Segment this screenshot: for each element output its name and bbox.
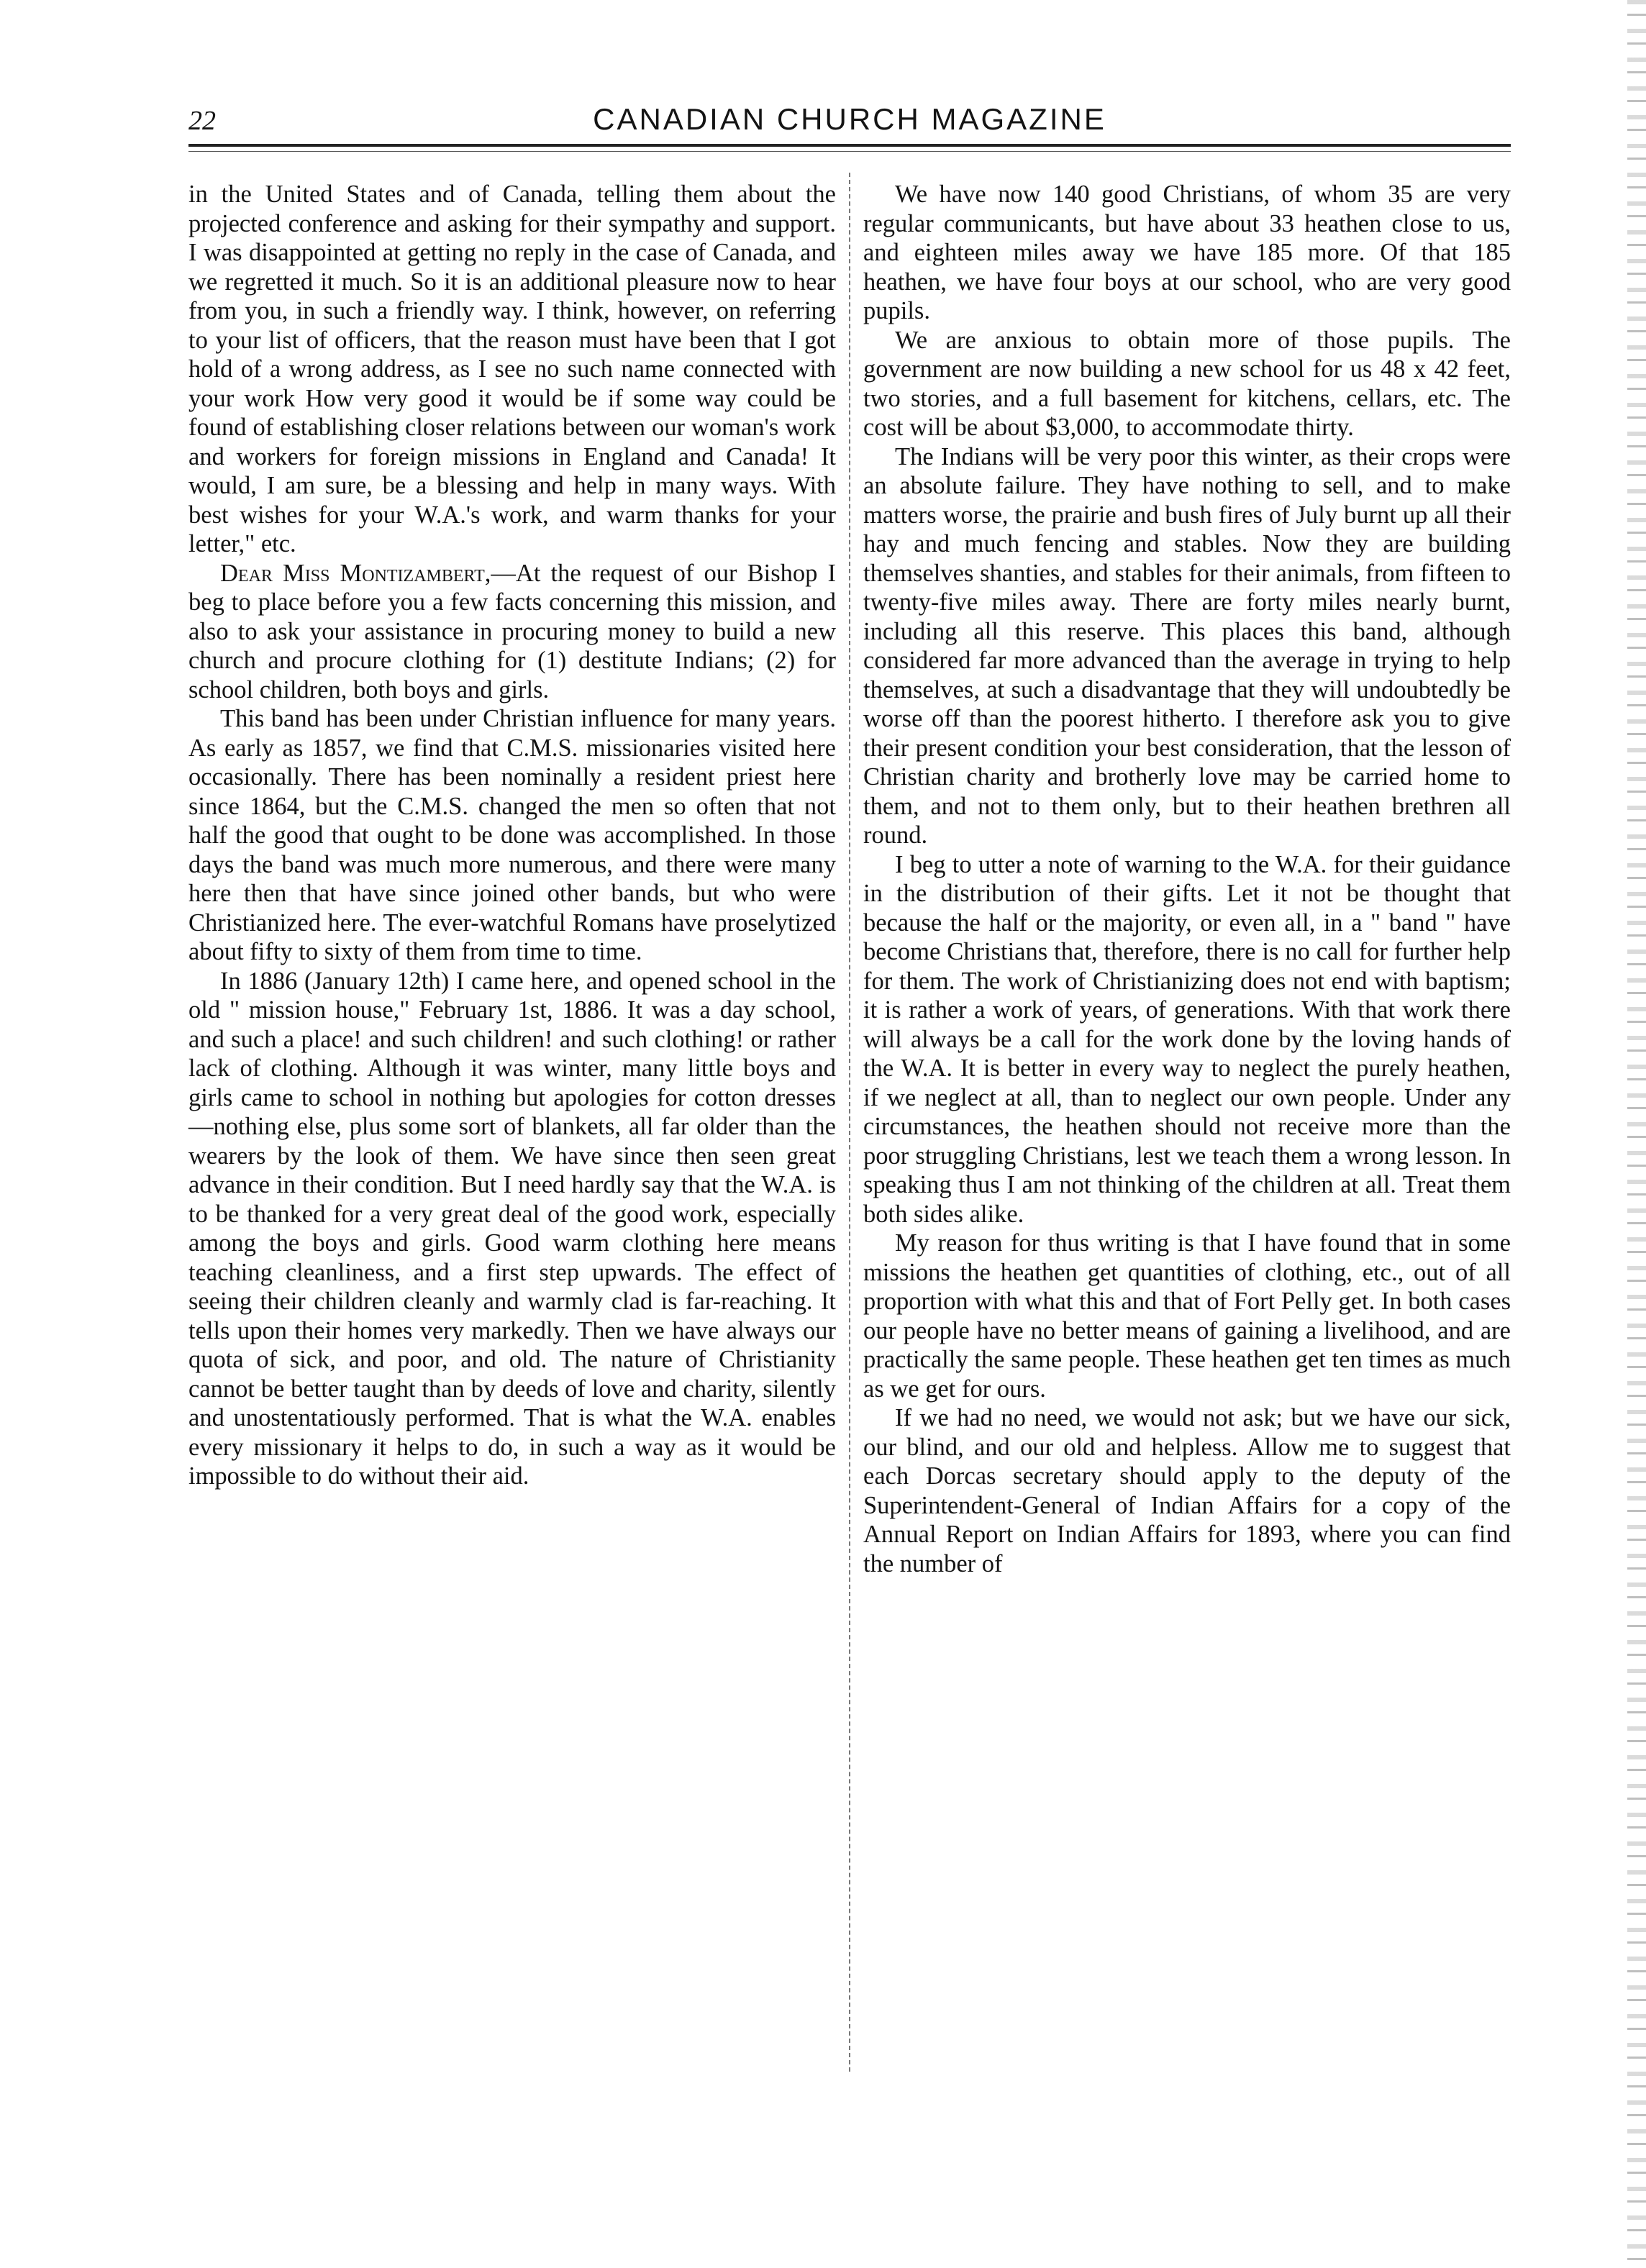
column-divider bbox=[849, 173, 850, 2072]
right-column bbox=[863, 180, 1511, 1578]
paragraph-body: —At the request of our Bishop I beg to place before you a few facts concerning this mission, and also to ask your assistance in procuring money to build a new church and procure clothing for (1) destitute Indians; (2) for school children, both boys and girls. bbox=[188, 559, 837, 703]
header-rule bbox=[188, 144, 1511, 147]
paragraph bbox=[188, 559, 836, 705]
paragraph: We are anxious to obtain more of those pupils. The government are now building a new school for us 48 x 42 feet, two stories, and a full basement for kitchens, cellars, etc. The cost will be about $3,000, to accommodate thirty. bbox=[863, 326, 1511, 441]
salutation: Dear Miss Montizambert, bbox=[220, 559, 491, 587]
paragraph: If we had no need, we would not ask; but we have our sick, our blind, and our old and helpless. Allow me to suggest that each Dorcas secretary should apply to the deputy of the Superintendent-General of Indian Affairs for a copy of the Annual Report on Indian Affairs for 1893, where you can find the number of bbox=[863, 1404, 1511, 1577]
paragraph: My reason for thus writing is that I have found that in some missions the heathen get quantities of clothing, etc., out of all proportion with what this and that of Fort Pelly get. In both cases our people have no better means of gaining a livelihood, and are practically the same people. These heathen get ten times as much as we get for ours. bbox=[863, 1229, 1511, 1403]
paragraph: We have now 140 good Christians, of whom 35 are very regular communicants, but have about 33 heathen close to us, and eighteen miles away we have 185 more. Of that 185 heathen, we have four boys at our school, who are very good pupils. bbox=[863, 181, 1511, 324]
paragraph: The Indians will be very poor this winter, as their crops were an absolute failure. They have nothing to sell, and to make matters worse, the prairie and bush fires of July burnt up all their hay and much fencing and stables. Now they are building themselves shanties, and stables for their animals, from fifteen to twenty-five miles away. There are forty miles nearly burnt, including all this reserve. This places this band, although considered far more advanced than the average in trying to help themselves, at such a disadvantage that they will undoubtedly be worse off than the poorest hitherto. I therefore ask you to give their present condition your best consideration, that the lesson of Christian charity and brotherly love may be carried home to them, and not to them only, but to their heathen brethren all round. bbox=[863, 442, 1511, 849]
paragraph: In 1886 (January 12th) I came here, and opened school in the old " mission house," February 1st, 1886. It was a day school, and such a place! and such children! and such clothing! or rather lack of clothing. Although it was winter, many little boys and girls came to school in nothing but apologies for cotton dresses—nothing else, plus some sort of blankets, all far older than the wearers by the look of them. We have since then seen great advance in their condition. But I need hardly say that the W.A. is to be thanked for a very great deal of the good work, especially among the boys and girls. Good warm clothing here means teaching cleanliness, and a first step upwards. The effect of seeing their children cleanly and warmly clad is far-reaching. It tells upon their homes very markedly. Then we have always our quota of sick, and poor, and old. The nature of Christianity cannot be better taught than by deeds of love and charity, silently and unostentatiously performed. That is what the W.A. enables every missionary it helps to do, in such a way as it would be impossible to do without their aid. bbox=[188, 967, 836, 1490]
paragraph: I beg to utter a note of warning to the W.A. for their guidance in the distribution of their gifts. Let it not be thought that because the half or the majority, or even all, in a " band " have become Christians that, therefore, there is no call for further help for them. The work of Christianizing does not end with baptism; it is rather a work of years, of generations. With that work there will always be a call for the work done by the loving hands of the W.A. It is better in every way to neglect the purely heathen, if we neglect at all, than to neglect our own people. Under any circumstances, the heathen should not receive more than the poor struggling Christians, lest we teach them a wrong lesson. In speaking thus I am not thinking of the children at all. Treat them both sides alike. bbox=[863, 850, 1511, 1228]
page-header bbox=[188, 102, 1511, 145]
left-column bbox=[188, 180, 836, 1491]
running-title: CANADIAN CHURCH MAGAZINE bbox=[593, 102, 1106, 136]
scan-edge-artifact bbox=[1627, 0, 1646, 2268]
page-number: 22 bbox=[188, 106, 216, 136]
header-rule-thin bbox=[188, 151, 1511, 152]
paragraph: in the United States and of Canada, telling them about the projected conference and asking for their sympathy and support. I was disappointed at getting no reply in the case of Canada, and we regretted it much. So it is an additional pleasure now to hear from you, in such a friendly way. I think, however, on referring to your list of officers, that the reason must have been that I got hold of a wrong address, as I see no such name connected with your work How very good it would be if some way could be found of establishing closer relations between our woman's work and workers for foreign missions in England and Canada! It would, I am sure, be a blessing and help in many ways. With best wishes for your W.A.'s work, and warm thanks for your letter," etc. bbox=[188, 181, 836, 557]
paragraph: This band has been under Christian influence for many years. As early as 1857, we find that C.M.S. missionaries visited here occasionally. There has been nominally a resident priest here since 1864, but the C.M.S. changed the men so often that not half the good that ought to be done was accomplished. In those days the band was much more numerous, and there were many here then that have since joined other bands, but who were Christianized here. The ever-watchful Romans have proselytized about fifty to sixty of them from time to time. bbox=[188, 705, 836, 965]
